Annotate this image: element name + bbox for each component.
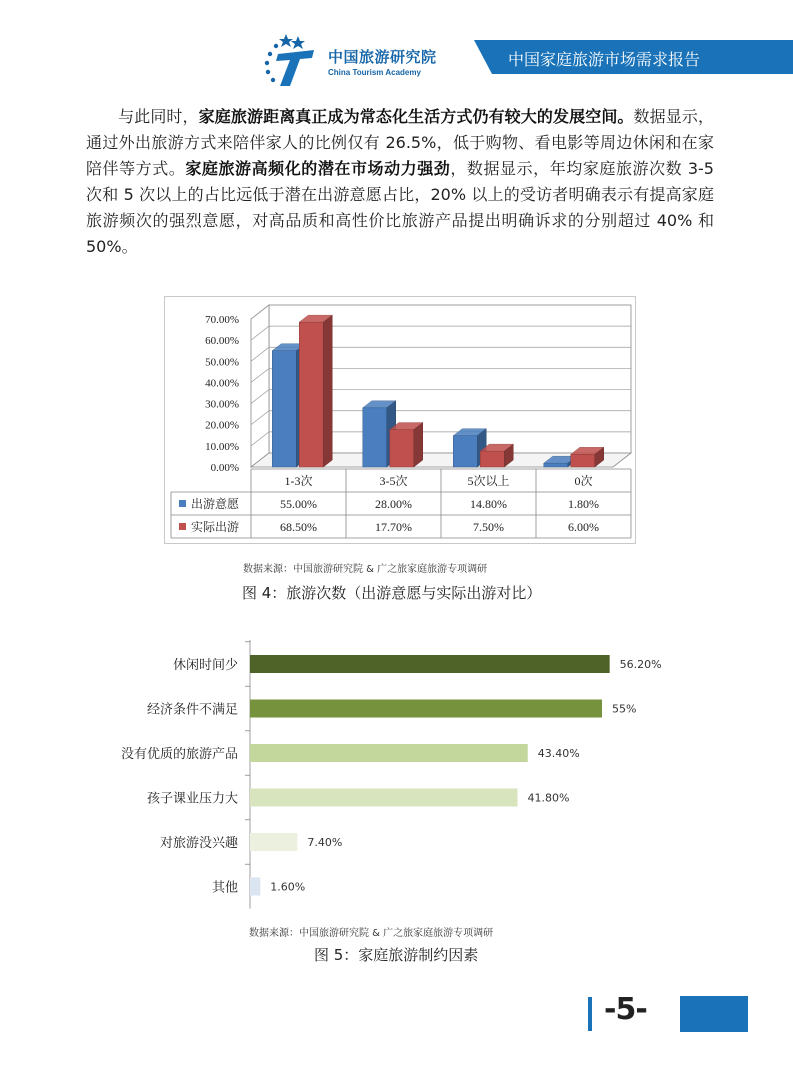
para-seg-2-bold: 家庭旅游距离真正成为常态化生活方式仍有较大的发展空间。 — [198, 107, 634, 126]
chart1-legend-swatch — [179, 523, 186, 530]
chart2-bar — [250, 744, 528, 762]
chart1-bar-side — [323, 315, 332, 467]
chart1-source: 数据来源：中国旅游研究院 & 广之旅家庭旅游专项调研 — [243, 564, 488, 575]
chart2-category-label: 经济条件不满足 — [146, 702, 238, 718]
chart1-caption: 图 4：旅游次数（出游意愿与实际出游对比） — [242, 584, 542, 602]
chart2-data-label: 55% — [612, 702, 637, 716]
chart2-data-label: 56.20% — [619, 658, 662, 671]
chart1-bar-front — [544, 463, 568, 467]
chart2-data-label: 1.60% — [270, 880, 306, 894]
chart2-source: 数据来源：中国旅游研究院 & 广之旅家庭旅游专项调研 — [249, 928, 494, 939]
chart1-y-tick-label: 30.00% — [205, 398, 239, 411]
chart1-legend-label: 实际出游 — [191, 520, 240, 534]
chart1-data-label: 17.70% — [375, 520, 412, 534]
chart1-data-label: 6.00% — [568, 520, 599, 534]
chart1-legend-swatch — [179, 500, 186, 507]
chart1-data-label: 68.50% — [280, 520, 317, 534]
chart1-y-tick-label: 40.00% — [205, 377, 239, 390]
chart2-data-label: 41.80% — [527, 791, 570, 805]
chart1-legend-label: 出游意愿 — [191, 497, 240, 511]
chart1-bar-front — [390, 430, 414, 467]
chart1-data-label: 14.80% — [470, 497, 507, 511]
chart2-category-label: 孩子课业压力大 — [146, 791, 238, 807]
chart2-category-label: 其他 — [211, 880, 238, 896]
chart1-side-wall — [251, 305, 269, 467]
logo-en-text: China Tourism Academy — [328, 68, 421, 77]
chart2-category-label: 休闲时间少 — [172, 658, 238, 673]
chart1-bar-front — [272, 351, 296, 467]
body-paragraph — [86, 104, 714, 260]
chart1-y-tick-label: 20.00% — [205, 419, 239, 432]
chart1-y-tick-label: 60.00% — [205, 335, 239, 348]
chart1-category-label: 0次 — [574, 474, 593, 488]
chart-trip-frequency — [164, 296, 636, 544]
logo-cn-text: 中国旅游研究院 — [328, 48, 437, 66]
chart2-caption: 图 5：家庭旅游制约因素 — [314, 946, 479, 964]
chart2-bar — [250, 700, 602, 718]
chart1-category-label: 5次以上 — [467, 474, 510, 488]
chart1-data-label: 1.80% — [568, 497, 599, 511]
report-title: 中国家庭旅游市场需求报告 — [508, 50, 701, 69]
chart1-y-tick-label: 0.00% — [210, 462, 239, 474]
chart2-bar — [250, 833, 297, 851]
chart2-data-label: 7.40% — [307, 836, 343, 849]
chart1-bar-front — [453, 436, 477, 467]
chart1-data-label: 55.00% — [280, 497, 317, 511]
logo-emblem-icon — [258, 30, 324, 90]
chart1-y-tick-label: 10.00% — [205, 440, 239, 453]
chart1-bar-front — [363, 408, 387, 467]
para-seg-5: ，数据显示，年均家庭旅游次数 3-5 次和 5 次以上的占比远低于潜在出游意愿占比，20% 以上的受访者明确表示有提高家庭旅游频次的强烈意愿，对高品质和高性价比旅游产品提出明确诉求的分别超过 40% 和 50%。 — [86, 159, 714, 256]
chart1-bar-front — [571, 454, 595, 467]
chart2-bar — [250, 789, 518, 807]
chart2-category-label: 对旅游没兴趣 — [159, 836, 238, 851]
chart1-bar-front — [480, 451, 504, 467]
chart1-bar-front — [299, 322, 323, 467]
para-seg-1: 与此同时， — [118, 107, 199, 126]
chart1-bar-side — [414, 423, 423, 467]
chart1-data-label: 28.00% — [375, 497, 412, 511]
chart1-y-tick-label: 70.00% — [205, 314, 239, 326]
chart-constraints — [100, 640, 740, 910]
chart2-category-label: 没有优质的旅游产品 — [120, 747, 238, 762]
chart2-bar — [250, 878, 260, 896]
chart1-category-label: 1-3次 — [284, 474, 313, 488]
page-number-bar — [588, 997, 592, 1031]
footer-block — [680, 996, 748, 1032]
para-seg-4-bold: 家庭旅游高频化的潜在市场动力强劲 — [185, 159, 451, 178]
page-number: -5- — [604, 992, 647, 1027]
para-seg-3: 数据显示，通过外出旅游方式来陪伴家人的比例仅有 26.5%，低于购物、看电影等周边休闲和在家陪伴等方式。 — [86, 107, 714, 178]
chart1-category-label: 3-5次 — [379, 474, 408, 488]
chart1-data-label: 7.50% — [473, 520, 504, 534]
chart2-bar — [250, 655, 610, 673]
logo — [258, 30, 458, 92]
chart1-y-tick-label: 50.00% — [205, 356, 239, 369]
chart2-data-label: 43.40% — [537, 747, 580, 760]
